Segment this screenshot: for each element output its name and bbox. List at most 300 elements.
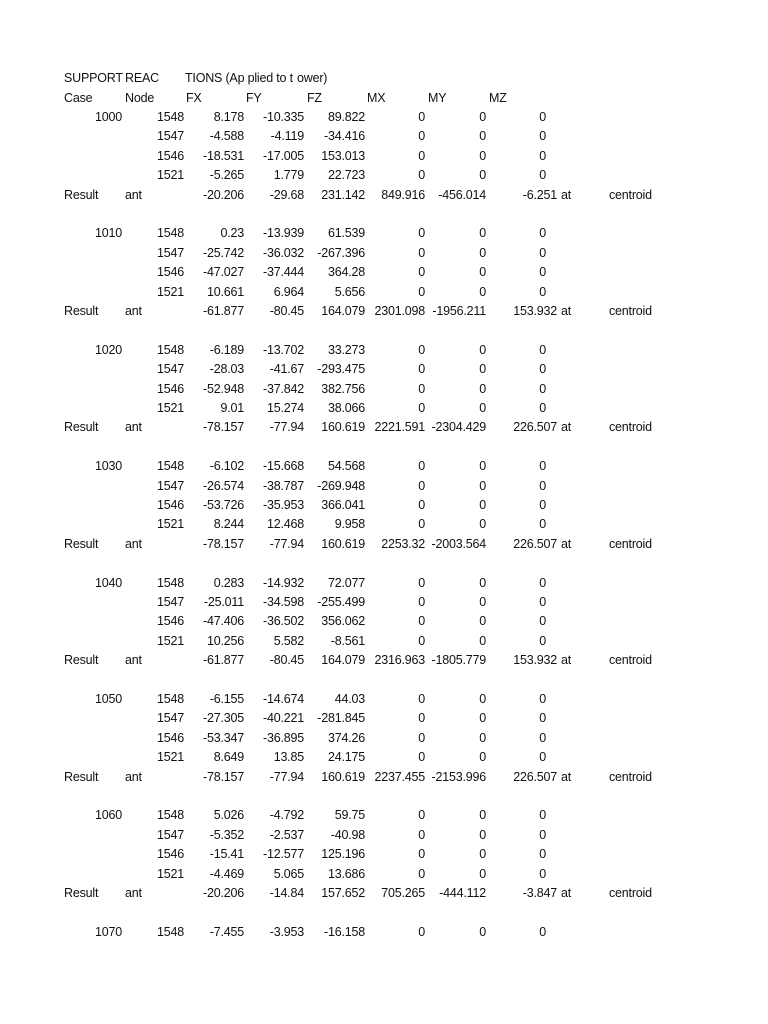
fy-resultant: -77.94 xyxy=(269,769,304,784)
mx-value: 0 xyxy=(418,478,425,493)
fy-value: -37.842 xyxy=(263,381,304,396)
my-resultant: -1956.211 xyxy=(432,304,486,318)
fz-value: -267.396 xyxy=(317,245,365,260)
case-id: 1050 xyxy=(94,692,122,706)
fz-value: -255.499 xyxy=(317,595,365,609)
fz-value: 24.175 xyxy=(327,750,365,765)
mz-value: 0 xyxy=(539,692,546,706)
fz-value: 44.03 xyxy=(334,692,365,706)
mz-value: 0 xyxy=(539,847,546,862)
my-resultant: -1805.779 xyxy=(431,653,486,668)
fy-value: -12.577 xyxy=(263,847,304,862)
mx-value: 0 xyxy=(418,381,425,396)
my-value: 0 xyxy=(479,575,486,590)
mx-value: 0 xyxy=(418,633,425,648)
fz-value: 382.756 xyxy=(321,381,365,396)
fy-resultant: -80.45 xyxy=(269,653,304,668)
fy-value: -14.674 xyxy=(263,692,304,706)
mx-value: 0 xyxy=(418,808,425,823)
mz-value: 0 xyxy=(539,245,546,260)
node-id: 1546 xyxy=(156,730,184,745)
fx-value: -5.265 xyxy=(209,168,244,183)
fx-value: 10.256 xyxy=(206,633,244,648)
fy-resultant: -77.94 xyxy=(269,420,304,435)
my-value: 0 xyxy=(479,847,486,862)
node-id: 1521 xyxy=(156,750,184,765)
my-resultant: -2153.996 xyxy=(431,769,486,784)
fz-value: 366.041 xyxy=(321,498,365,512)
node-row xyxy=(0,166,768,185)
mx-value: 0 xyxy=(418,245,425,260)
header-node: Node xyxy=(125,91,155,105)
fx-value: -25.742 xyxy=(203,245,244,260)
location-label: centroid xyxy=(609,536,652,551)
mx-value: 0 xyxy=(418,265,425,280)
fz-value: 54.568 xyxy=(327,459,365,474)
mx-value: 0 xyxy=(418,459,425,474)
my-value: 0 xyxy=(479,692,486,706)
fy-value: -15.668 xyxy=(263,459,304,474)
header-case: Case xyxy=(64,91,93,105)
fx-value: 9.01 xyxy=(220,401,244,415)
my-value: 0 xyxy=(479,924,486,939)
my-value: 0 xyxy=(479,750,486,765)
fz-resultant: 231.142 xyxy=(321,187,365,202)
mx-value: 0 xyxy=(418,924,425,939)
fy-value: -2.537 xyxy=(269,827,304,842)
node-id: 1548 xyxy=(156,808,184,823)
my-resultant: -2304.429 xyxy=(431,420,486,435)
fy-value: -13.702 xyxy=(263,342,304,357)
at-label: at xyxy=(561,769,572,784)
location-label: centroid xyxy=(609,653,652,668)
fy-value: -36.032 xyxy=(263,245,304,260)
fz-value: 364.28 xyxy=(327,265,365,280)
header-mx: MX xyxy=(367,91,386,105)
mz-value: 0 xyxy=(539,924,546,939)
fz-resultant: 160.619 xyxy=(321,536,365,551)
node-id: 1547 xyxy=(156,362,184,377)
fx-value: -4.588 xyxy=(209,129,244,144)
fz-resultant: 157.652 xyxy=(321,886,365,900)
resultant-row xyxy=(0,535,768,554)
mz-value: 0 xyxy=(539,459,546,474)
fy-value: 1.779 xyxy=(273,168,304,183)
mx-value: 0 xyxy=(418,614,425,629)
my-resultant: -444.112 xyxy=(439,886,486,900)
fx-value: -5.352 xyxy=(209,827,244,842)
fz-value: 38.066 xyxy=(327,401,365,415)
mx-value: 0 xyxy=(418,711,425,726)
node-row xyxy=(0,709,768,728)
mx-value: 0 xyxy=(418,226,425,241)
my-value: 0 xyxy=(479,459,486,474)
mz-value: 0 xyxy=(539,226,546,241)
my-value: 0 xyxy=(479,401,486,415)
node-id: 1548 xyxy=(156,692,184,706)
mx-value: 0 xyxy=(418,148,425,163)
node-id: 1547 xyxy=(156,711,184,726)
mx-value: 0 xyxy=(418,750,425,765)
fy-value: 5.065 xyxy=(273,866,304,881)
fz-value: -293.475 xyxy=(317,362,365,377)
fy-value: -35.953 xyxy=(263,498,304,512)
resultant-label: Result xyxy=(64,769,99,784)
mz-value: 0 xyxy=(539,517,546,532)
mz-resultant: 226.507 xyxy=(513,420,557,435)
fy-value: -40.221 xyxy=(263,711,304,726)
node-row xyxy=(0,147,768,166)
fx-resultant: -61.877 xyxy=(203,304,244,318)
mx-value: 0 xyxy=(418,362,425,377)
mx-value: 0 xyxy=(418,517,425,532)
my-value: 0 xyxy=(479,265,486,280)
header-fy: FY xyxy=(246,91,262,105)
fy-value: -34.598 xyxy=(263,595,304,609)
mz-value: 0 xyxy=(539,401,546,415)
my-value: 0 xyxy=(479,381,486,396)
title-part: ower) xyxy=(297,71,328,85)
fz-resultant: 160.619 xyxy=(321,769,365,784)
mx-value: 0 xyxy=(418,129,425,144)
mz-value: 0 xyxy=(539,595,546,609)
fx-resultant: -61.877 xyxy=(203,653,244,668)
fz-value: -16.158 xyxy=(324,924,365,939)
my-value: 0 xyxy=(479,633,486,648)
case-id: 1040 xyxy=(94,575,122,590)
node-id: 1521 xyxy=(156,168,184,183)
case-id: 1060 xyxy=(94,808,122,823)
case-id: 1070 xyxy=(94,924,122,939)
mx-resultant: 2237.455 xyxy=(374,769,425,784)
fz-value: -269.948 xyxy=(317,478,365,493)
mz-value: 0 xyxy=(539,362,546,377)
fz-value: 356.062 xyxy=(321,614,365,629)
mx-resultant: 705.265 xyxy=(381,886,425,900)
node-row xyxy=(0,612,768,631)
my-value: 0 xyxy=(479,362,486,377)
resultant-label: Result xyxy=(64,420,99,435)
fy-value: -3.953 xyxy=(269,924,304,939)
case-id: 1020 xyxy=(94,342,122,357)
node-id: 1546 xyxy=(156,148,184,163)
fy-value: -13.939 xyxy=(263,226,304,241)
fy-value: -14.932 xyxy=(263,575,304,590)
fx-value: -53.726 xyxy=(203,498,244,512)
mz-value: 0 xyxy=(539,478,546,493)
fy-value: -37.444 xyxy=(263,265,304,280)
fx-value: 8.649 xyxy=(213,750,244,765)
fy-value: -4.792 xyxy=(269,808,304,823)
fx-resultant: -78.157 xyxy=(203,769,244,784)
at-label: at xyxy=(561,886,572,900)
fy-resultant: -77.94 xyxy=(269,536,304,551)
mx-value: 0 xyxy=(418,342,425,357)
mx-value: 0 xyxy=(418,110,425,124)
resultant-label-suffix: ant xyxy=(125,653,142,668)
at-label: at xyxy=(561,187,572,202)
mx-value: 0 xyxy=(418,284,425,299)
node-row xyxy=(0,224,768,243)
fz-value: -281.845 xyxy=(317,711,365,726)
node-row xyxy=(0,477,768,496)
title-row xyxy=(0,69,768,88)
fx-value: 5.026 xyxy=(213,808,244,823)
resultant-label: Result xyxy=(64,304,99,318)
header-my: MY xyxy=(428,91,447,105)
mx-resultant: 849.916 xyxy=(381,187,425,202)
resultant-row xyxy=(0,768,768,787)
mz-value: 0 xyxy=(539,168,546,183)
mx-value: 0 xyxy=(418,595,425,609)
mx-value: 0 xyxy=(418,692,425,706)
resultant-label-suffix: ant xyxy=(125,420,142,435)
fx-value: -15.41 xyxy=(209,847,244,862)
resultant-label: Result xyxy=(64,187,99,202)
mz-resultant: 153.932 xyxy=(513,304,557,318)
fz-value: 33.273 xyxy=(327,342,365,357)
resultant-label-suffix: ant xyxy=(125,769,142,784)
node-id: 1546 xyxy=(156,498,184,512)
my-value: 0 xyxy=(479,168,486,183)
fz-resultant: 160.619 xyxy=(321,420,365,435)
my-value: 0 xyxy=(479,342,486,357)
node-row xyxy=(0,341,768,360)
case-id: 1030 xyxy=(94,459,122,474)
resultant-label: Result xyxy=(64,653,99,668)
location-label: centroid xyxy=(609,886,652,900)
my-value: 0 xyxy=(479,148,486,163)
my-value: 0 xyxy=(479,517,486,532)
resultant-row xyxy=(0,186,768,205)
resultant-label-suffix: ant xyxy=(125,304,142,318)
fx-resultant: -20.206 xyxy=(203,187,244,202)
fz-value: -40.98 xyxy=(330,827,365,842)
fx-value: -47.406 xyxy=(203,614,244,629)
mz-value: 0 xyxy=(539,808,546,823)
mz-value: 0 xyxy=(539,750,546,765)
mz-value: 0 xyxy=(539,633,546,648)
header-fx: FX xyxy=(186,91,202,105)
node-id: 1546 xyxy=(156,847,184,862)
mx-value: 0 xyxy=(418,866,425,881)
my-value: 0 xyxy=(479,498,486,512)
fz-value: 374.26 xyxy=(327,730,365,745)
my-resultant: -2003.564 xyxy=(431,536,486,551)
title-part: SUPPORT xyxy=(64,71,123,85)
node-row xyxy=(0,574,768,593)
node-row xyxy=(0,923,768,942)
fz-value: 153.013 xyxy=(321,148,365,163)
node-id: 1521 xyxy=(156,284,184,299)
fx-resultant: -78.157 xyxy=(203,420,244,435)
fx-value: -27.305 xyxy=(203,711,244,726)
fy-value: -41.67 xyxy=(269,362,304,377)
node-row xyxy=(0,593,768,612)
my-value: 0 xyxy=(479,808,486,823)
fz-value: 61.539 xyxy=(327,226,365,241)
node-row xyxy=(0,729,768,748)
fx-resultant: -20.206 xyxy=(203,886,244,900)
node-id: 1548 xyxy=(156,226,184,241)
fz-value: 5.656 xyxy=(334,284,365,299)
node-id: 1546 xyxy=(156,614,184,629)
my-value: 0 xyxy=(479,614,486,629)
mx-resultant: 2253.32 xyxy=(381,536,425,551)
node-row xyxy=(0,127,768,146)
node-id: 1548 xyxy=(156,575,184,590)
header-row xyxy=(0,89,768,108)
resultant-row xyxy=(0,884,768,903)
case-id: 1010 xyxy=(94,226,122,241)
fx-value: -25.011 xyxy=(203,595,244,609)
mz-resultant: 226.507 xyxy=(513,769,557,784)
fz-resultant: 164.079 xyxy=(321,653,365,668)
my-value: 0 xyxy=(479,110,486,124)
fx-value: -18.531 xyxy=(203,148,244,163)
at-label: at xyxy=(561,653,572,668)
mx-resultant: 2221.591 xyxy=(374,420,425,435)
mz-resultant: 226.507 xyxy=(513,536,557,551)
mz-value: 0 xyxy=(539,730,546,745)
fy-value: 6.964 xyxy=(273,284,304,299)
fy-resultant: -14.84 xyxy=(269,886,304,900)
node-row xyxy=(0,496,768,515)
mx-value: 0 xyxy=(418,847,425,862)
fy-value: -10.335 xyxy=(263,110,304,124)
my-value: 0 xyxy=(479,711,486,726)
node-id: 1521 xyxy=(156,401,184,415)
node-id: 1547 xyxy=(156,827,184,842)
node-row xyxy=(0,845,768,864)
my-value: 0 xyxy=(479,478,486,493)
mz-value: 0 xyxy=(539,148,546,163)
fx-value: -47.027 xyxy=(203,265,244,280)
node-row xyxy=(0,690,768,709)
my-value: 0 xyxy=(479,730,486,745)
node-row xyxy=(0,515,768,534)
fz-value: -8.561 xyxy=(330,633,365,648)
fz-value: 125.196 xyxy=(321,847,365,862)
my-resultant: -456.014 xyxy=(438,187,486,202)
node-id: 1548 xyxy=(156,924,184,939)
mz-value: 0 xyxy=(539,265,546,280)
title-part: TIONS (Ap plied to t xyxy=(185,71,293,85)
fx-value: 10.661 xyxy=(206,284,244,299)
fx-value: 0.23 xyxy=(220,226,244,241)
my-value: 0 xyxy=(479,129,486,144)
at-label: at xyxy=(561,420,572,435)
node-row xyxy=(0,399,768,418)
mz-resultant: 153.932 xyxy=(513,653,557,668)
fy-value: -4.119 xyxy=(270,129,304,144)
location-label: centroid xyxy=(609,304,652,318)
mz-value: 0 xyxy=(539,575,546,590)
node-row xyxy=(0,865,768,884)
node-id: 1548 xyxy=(156,342,184,357)
node-row xyxy=(0,283,768,302)
fz-resultant: 164.079 xyxy=(321,304,365,318)
mx-value: 0 xyxy=(418,401,425,415)
node-row xyxy=(0,108,768,127)
node-id: 1521 xyxy=(156,866,184,881)
mx-value: 0 xyxy=(418,730,425,745)
my-value: 0 xyxy=(479,827,486,842)
node-row xyxy=(0,632,768,651)
fz-value: 9.958 xyxy=(334,517,365,532)
mz-value: 0 xyxy=(539,827,546,842)
fz-value: 72.077 xyxy=(327,575,365,590)
mz-value: 0 xyxy=(539,866,546,881)
header-fz: FZ xyxy=(307,91,322,105)
my-value: 0 xyxy=(479,595,486,609)
mx-resultant: 2316.963 xyxy=(374,653,425,668)
mz-resultant: -6.251 xyxy=(522,187,557,202)
fx-value: -53.347 xyxy=(203,730,244,745)
title-part: REAC xyxy=(125,71,159,85)
fz-value: 22.723 xyxy=(327,168,365,183)
mz-value: 0 xyxy=(539,129,546,144)
fy-value: -38.787 xyxy=(263,478,304,493)
mz-value: 0 xyxy=(539,342,546,357)
node-row xyxy=(0,244,768,263)
node-row xyxy=(0,263,768,282)
fy-value: 15.274 xyxy=(266,401,304,415)
fy-value: -17.005 xyxy=(263,148,304,163)
fz-value: 89.822 xyxy=(327,110,365,124)
node-row xyxy=(0,748,768,767)
mz-resultant: -3.847 xyxy=(522,886,557,900)
my-value: 0 xyxy=(479,284,486,299)
node-id: 1547 xyxy=(156,245,184,260)
node-id: 1547 xyxy=(156,478,184,493)
fx-value: 8.178 xyxy=(213,110,244,124)
fx-value: -6.102 xyxy=(209,459,244,474)
fz-value: -34.416 xyxy=(324,129,365,144)
mx-value: 0 xyxy=(418,498,425,512)
fx-value: -26.574 xyxy=(203,478,244,493)
fz-value: 13.686 xyxy=(327,866,365,881)
mx-value: 0 xyxy=(418,575,425,590)
fy-value: 13.85 xyxy=(273,750,304,765)
mx-value: 0 xyxy=(418,168,425,183)
node-id: 1546 xyxy=(156,381,184,396)
mz-value: 0 xyxy=(539,711,546,726)
mz-value: 0 xyxy=(539,284,546,299)
node-row xyxy=(0,806,768,825)
mz-value: 0 xyxy=(539,498,546,512)
fx-value: -6.155 xyxy=(209,692,244,706)
mx-value: 0 xyxy=(418,827,425,842)
fx-value: -6.189 xyxy=(209,342,244,357)
node-row xyxy=(0,380,768,399)
my-value: 0 xyxy=(479,866,486,881)
resultant-row xyxy=(0,651,768,670)
mx-resultant: 2301.098 xyxy=(374,304,425,318)
my-value: 0 xyxy=(479,226,486,241)
my-value: 0 xyxy=(479,245,486,260)
at-label: at xyxy=(561,536,572,551)
node-id: 1521 xyxy=(156,517,184,532)
fy-value: 12.468 xyxy=(266,517,304,532)
header-mz: MZ xyxy=(489,91,507,105)
node-row xyxy=(0,457,768,476)
fx-value: -4.469 xyxy=(209,866,244,881)
fy-resultant: -29.68 xyxy=(269,187,304,202)
fx-value: -7.455 xyxy=(209,924,244,939)
fx-value: -52.948 xyxy=(203,381,244,396)
fy-value: -36.895 xyxy=(263,730,304,745)
